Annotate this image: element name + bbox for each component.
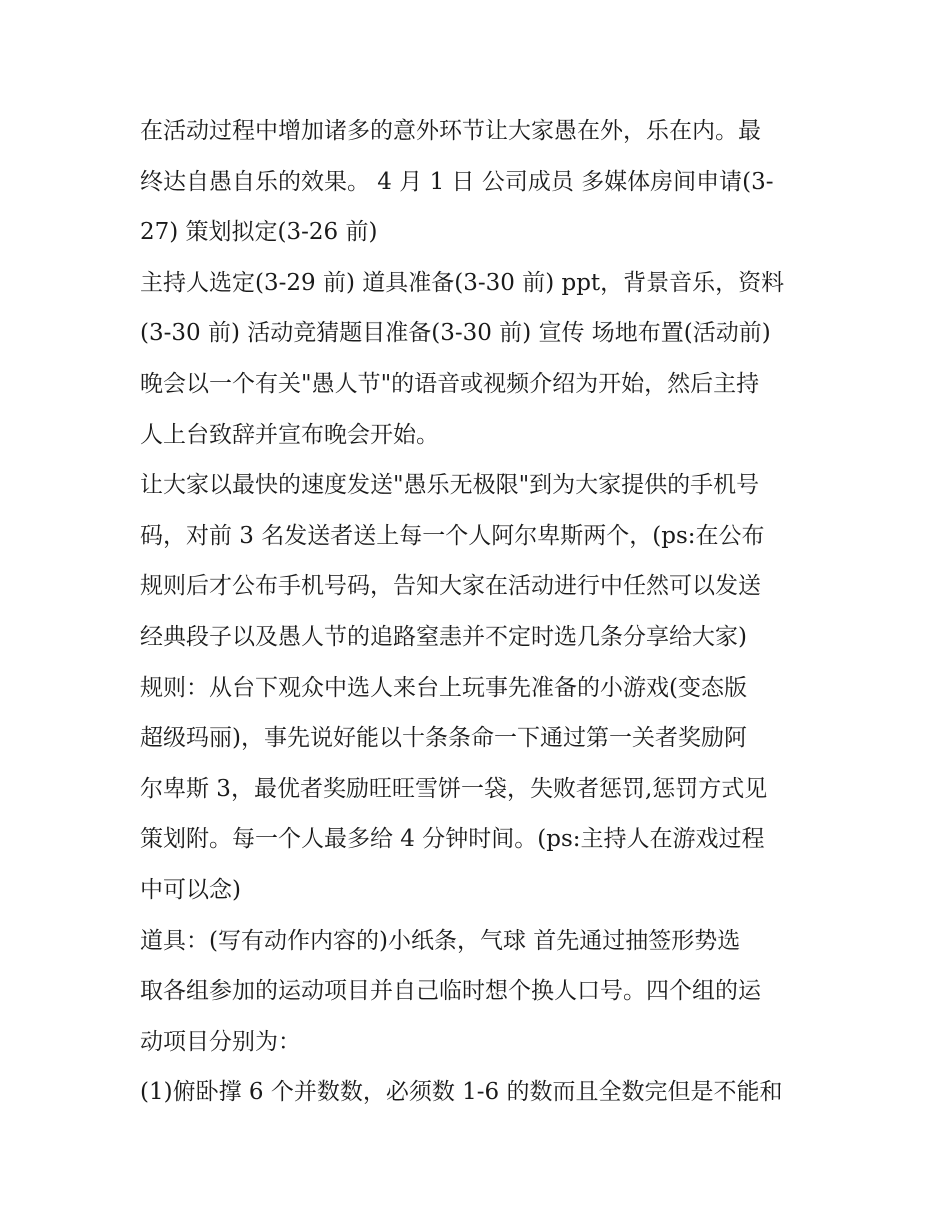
document-body	[140, 106, 820, 1118]
text-line: 道具：(写有动作内容的)小纸条，气球 首先通过抽签形势选	[140, 927, 741, 954]
text-line: (1)俯卧撑 6 个并数数，必须数 1-6 的数而且全数完但是不能和	[140, 1079, 783, 1106]
text-line: 晚会以一个有关"愚人节"的语音或视频介绍为开始，然后主持	[140, 370, 760, 397]
text-line: 规则：从台下观众中选人来台上玩事先准备的小游戏(变态版	[140, 674, 747, 701]
text-line: 在活动过程中增加诸多的意外环节让大家愚在外，乐在内。最	[140, 118, 761, 144]
text-line: 中可以念)	[140, 876, 241, 903]
text-line: 动项目分别为：	[140, 1028, 301, 1055]
text-line: 尔卑斯 3，最优者奖励旺旺雪饼一袋，失败者惩罚,惩罚方式见	[140, 775, 768, 802]
text-line: 取各组参加的运动项目并自己临时想个换人口号。四个组的运	[140, 978, 761, 1005]
text-line: 策划附。每一个人最多给 4 分钟时间。(ps:主持人在游戏过程	[140, 826, 765, 853]
text-line: 经典段子以及愚人节的追路窒恚并不定时选几条分享给大家)	[140, 623, 747, 650]
text-line: 人上台致辞并宣布晚会开始。	[140, 421, 439, 448]
text-line: 主持人选定(3-29 前) 道具准备(3-30 前) ppt，背景音乐，资料	[140, 269, 785, 296]
text-line: 终达自愚自乐的效果。 4 月 1 日 公司成员 多媒体房间申请(3-	[140, 168, 774, 195]
text-line: 27) 策划拟定(3-26 前)	[140, 219, 378, 246]
text-line: 码，对前 3 名发送者送上每一个人阿尔卑斯两个，(ps:在公布	[140, 522, 765, 549]
text-line: 超级玛丽)，事先说好能以十条条命一下通过第一关者奖励阿	[140, 725, 747, 752]
text-line: 规则后才公布手机号码，告知大家在活动进行中任然可以发送	[140, 573, 761, 600]
text-line: 让大家以最快的速度发送"愚乐无极限"到为大家提供的手机号	[140, 472, 760, 499]
text-line: (3-30 前) 活动竞猜题目准备(3-30 前) 宣传 场地布置(活动前)	[140, 320, 771, 347]
